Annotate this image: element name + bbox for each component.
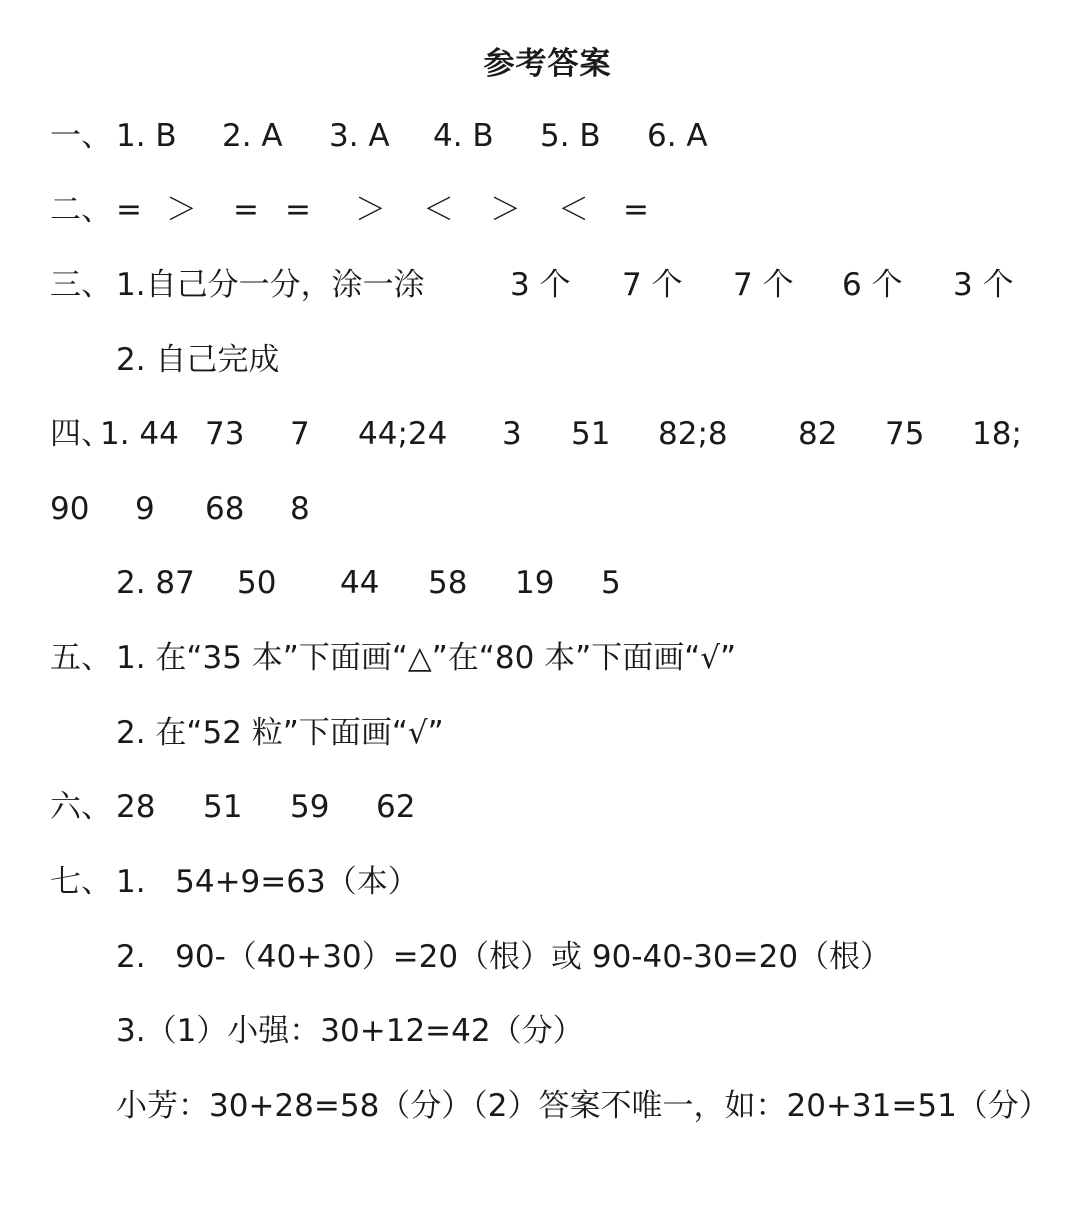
answer-item: 59 [290, 789, 330, 825]
answer-item: 62 [376, 789, 416, 825]
section-label: 三、 [50, 267, 112, 303]
answer-item: 1. B [116, 118, 177, 154]
answer-item: 82 [798, 416, 838, 452]
section-7-q3-continued [0, 1086, 1050, 1206]
answer-item: 44 [340, 565, 380, 601]
answer-item: 7 个 [733, 267, 794, 303]
question-text: 小芳：30+28=58（分）（2）答案不唯一，如：20+31=51（分） [116, 1088, 1050, 1124]
question-text: 2. 90-（40+30）=20（根）或 90-40-30=20（根） [116, 939, 892, 975]
answer-item: 7 [290, 416, 310, 452]
answer-item: = [116, 192, 142, 228]
question-text: 2. 自己完成 [116, 342, 280, 378]
answer-item: 2. A [222, 118, 283, 154]
answer-item: 6 个 [842, 267, 903, 303]
section-label: 四、 [50, 416, 112, 452]
answer-item: 19 [515, 565, 555, 601]
answer-item: 3 个 [510, 267, 571, 303]
question-text: 1. 在“35 本”下面画“△”在“80 本”下面画“√” [116, 640, 737, 676]
page-title: 参考答案 [483, 46, 612, 82]
answer-item: = [233, 192, 259, 228]
answer-item: 68 [205, 491, 245, 527]
answer-item: 5. B [540, 118, 601, 154]
answer-item: ＜ [558, 192, 589, 228]
answer-item: 50 [237, 565, 277, 601]
answer-item: ＜ [423, 192, 454, 228]
answer-item: 73 [205, 416, 245, 452]
answer-item: 90 [50, 491, 90, 527]
question-text: 3.（1）小强：30+12=42（分） [116, 1013, 584, 1049]
section-label: 一、 [50, 118, 112, 154]
question-text: 1.自己分一分，涂一涂 [116, 267, 425, 303]
question-text: 2. 在“52 粒”下面画“√” [116, 715, 444, 751]
answer-item: = [623, 192, 649, 228]
answer-item: 75 [885, 416, 925, 452]
answer-item: 28 [116, 789, 156, 825]
answer-item: 44;24 [358, 416, 448, 452]
answer-item: 4. B [433, 118, 494, 154]
answer-item: 3. A [329, 118, 390, 154]
answer-item: 6. A [647, 118, 708, 154]
answer-item: 3 [502, 416, 522, 452]
answer-item: 2. 87 [116, 565, 195, 601]
answer-item: 51 [203, 789, 243, 825]
answer-item: = [285, 192, 311, 228]
answer-item: 8 [290, 491, 310, 527]
answer-item: 1. 44 [100, 416, 179, 452]
answer-item: 82;8 [658, 416, 728, 452]
answer-item: ＞ [355, 192, 386, 228]
answer-item: 5 [601, 565, 621, 601]
answer-item: 3 个 [953, 267, 1014, 303]
answer-item: 9 [135, 491, 155, 527]
answer-item: 58 [428, 565, 468, 601]
answer-item: ＞ [490, 192, 521, 228]
answer-item: ＞ [166, 192, 197, 228]
section-label: 二、 [50, 192, 112, 228]
section-label: 六、 [50, 789, 112, 825]
section-label: 七、 [50, 864, 112, 900]
section-label: 五、 [50, 640, 112, 676]
answer-item: 7 个 [622, 267, 683, 303]
answer-item: 18; [972, 416, 1022, 452]
question-text: 1. 54+9=63（本） [116, 864, 419, 900]
answer-item: 51 [571, 416, 611, 452]
